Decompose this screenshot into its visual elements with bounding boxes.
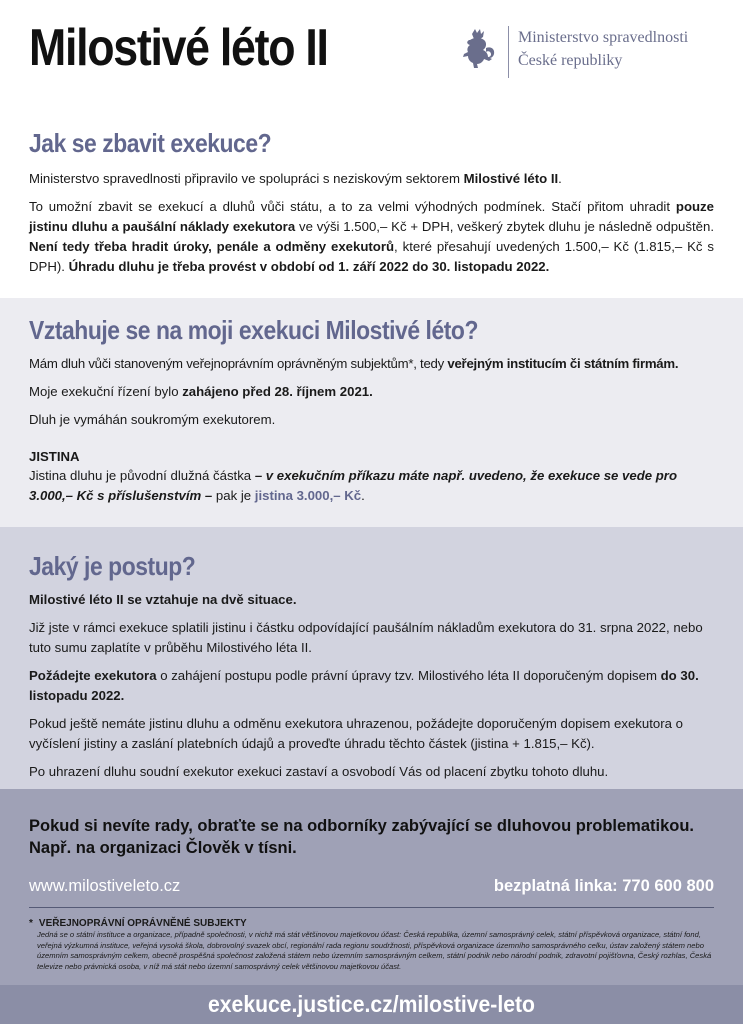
section-heading: Jaký je postup? — [29, 551, 196, 581]
paragraph: Moje exekuční řízení bylo zahájeno před 28. říjnem 2021. — [29, 384, 373, 399]
paragraph: Milostivé léto II se vztahuje na dvě situace. — [29, 592, 297, 607]
paragraph: Již jste v rámci exekuce splatili jistinu i částku odpovídající paušálním nákladům exekutora do 31. srpna 2022, nebo tuto sumu zaplatíte v průběhu Milostivého léta II. — [29, 620, 703, 655]
logo-divider — [508, 26, 509, 78]
website-link[interactable]: www.milostiveleto.cz — [29, 877, 181, 895]
footer — [0, 985, 743, 1024]
help-lead: Pokud si nevíte rady, obraťte se na odborníky zabývající se dluhovou problematikou. Např. na organizaci Člověk v tísni. — [29, 817, 695, 857]
paragraph: Dluh je vymáhán soukromým exekutorem. — [29, 412, 276, 427]
jistina-label: JISTINA — [29, 449, 80, 464]
paragraph: Pokud ještě nemáte jistinu dluhu a odměnu exekutora uhrazenou, požádejte doporučeným dopisem exekutora o vyčíslení jistiny a zaslání platebních údajů a proveďte úhradu těchto částek (jistina + 1.815,– Kč). — [29, 716, 683, 751]
section-contact — [0, 789, 743, 985]
footnote-heading: * VEŘEJNOPRÁVNÍ OPRÁVNĚNÉ SUBJEKTY — [29, 918, 247, 929]
section-heading: Vztahuje se na moji exekuci Milostivé léto? — [29, 315, 478, 345]
header — [0, 0, 743, 120]
section-how-to — [0, 120, 743, 298]
paragraph: Požádejte exekutora o zahájení postupu podle právní úpravy tzv. Milostivého léta II doporučeným dopisem do 30. listopadu 2022. — [29, 668, 699, 703]
section-eligibility — [0, 298, 743, 527]
ministry-name-line1: Ministerstvo spravedlnosti — [518, 29, 689, 46]
paragraph: To umožní zbavit se exekucí a dluhů vůči státu, a to za velmi výhodných podmínek. Stačí přitom uhradit pouze jistinu dluhu a paušální náklady exekutora ve výši 1.500,– Kč + DPH, veškerý zbytek dluhu je následně odpuštěn. Není tedy třeba hradit úroky, penále a odměny exekutorů, které přesahují uvedených 1.500,– Kč (1.815,– Kč s DPH). Úhradu dluhu je třeba provést v období od 1. září 2022 do 30. listopadu 2022. — [29, 199, 714, 274]
contact-row — [29, 875, 714, 897]
page-title: Milostivé léto II — [29, 19, 328, 77]
footnote-text: Jedná se o státní instituce a organizace, případně společnosti, v nichž má stát většinovou majetkovou účast: Česká republika, územní samosprávný celek, státní příspěvková organizace, státní fond, veřejná výzkumná instituce, veřejná vysoká škola, dobrovolný svazek obcí, regionální rada regionu soudržnosti, příspěvková organizace územního samosprávného celku, ústav založený státem nebo územním samosprávným celkem, obecně prospěšná společnost založená státem nebo územním samosprávným celkem, státní podnik nebo národní podnik, zdravotní pojišťovna, Český rozhlas, Česká televize nebo právnická osoba, v níž má stát nebo územní samosprávný celek většinovou majetkovou účast. — [37, 930, 712, 971]
paragraph: Jistina dluhu je původní dlužná částka – v exekučním příkazu máte např. uvedeno, že exekuce se vede pro 3.000,– Kč s příslušenstvím – pak je jistina 3.000,– Kč. — [29, 468, 677, 503]
section-procedure — [0, 527, 743, 789]
lion-emblem-icon — [458, 28, 498, 72]
ministry-logo — [458, 24, 718, 80]
paragraph: Po uhrazení dluhu soudní exekutor exekuci zastaví a osvobodí Vás od placení zbytku tohoto dluhu. — [29, 764, 609, 779]
paragraph: Ministerstvo spravedlnosti připravilo ve spolupráci s neziskovým sektorem Milostivé léto II. — [29, 171, 562, 186]
paragraph: Mám dluh vůči stanoveným veřejnoprávním oprávněným subjektům*, tedy veřejným institucím či státním firmám. — [29, 356, 679, 371]
hotline-number[interactable]: bezplatná linka: 770 600 800 — [493, 877, 714, 895]
divider — [29, 907, 714, 908]
ministry-name-line2: České republiky — [518, 52, 623, 69]
section-heading: Jak se zbavit exekuce? — [29, 128, 272, 158]
footer-url-link[interactable]: exekuce.justice.cz/milostive-leto — [208, 991, 535, 1017]
